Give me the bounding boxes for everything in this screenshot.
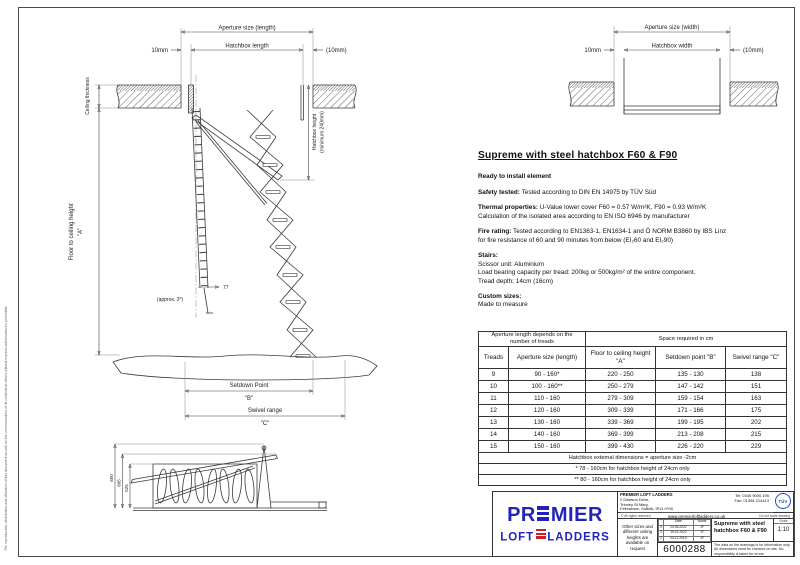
table-cell: 130 - 160 (509, 417, 586, 429)
right-margin-label: (10mm) (743, 48, 764, 54)
revision-cell: 2 (660, 535, 662, 540)
table-cell: 151 (726, 381, 787, 393)
table-cell: 215 (726, 429, 787, 441)
table-cell: 171 - 166 (656, 405, 726, 417)
title-block (492, 491, 794, 557)
scale-label: Scale (774, 519, 793, 524)
table-cell: 90 - 160* (509, 369, 586, 381)
table-cell: 369 - 399 (586, 429, 656, 441)
table-cell: 138 (726, 369, 787, 381)
revision-cell: 24.06.2022 (663, 525, 693, 531)
table-cell: 175 (726, 405, 787, 417)
folded-dim-525: 525 (124, 484, 129, 492)
col-setdown: Setdown point "B" (656, 347, 726, 369)
table-cell: 220 - 250 (586, 369, 656, 381)
height-dimensions (69, 77, 120, 355)
table-row (479, 405, 787, 417)
folded-dimensions (109, 444, 276, 508)
left-margin-label: 10mm (584, 48, 601, 54)
logo-separator-bars-icon (536, 528, 546, 541)
folded-dim-605: 605 (116, 479, 122, 487)
rights-note: © All rights reserved (621, 514, 651, 518)
stairs-label: Stairs: (478, 252, 498, 260)
group-left: Aperture length depends on the number of treads (479, 332, 586, 347)
col-swivel: Swivel range "C" (726, 347, 787, 369)
drawing-title: Supreme with steel hatchbox F60 & F90 (712, 519, 774, 541)
table-cell: 226 - 220 (656, 441, 726, 453)
floor-height-ref: "A" (78, 227, 84, 237)
aperture-width-label: Aperture size (width) (644, 25, 700, 31)
setdown-swivel-dimensions (185, 360, 345, 427)
company-address: PREMIER LOFT LADDERS 2 Dawson Drive, Trimley St Mary, Felixstowe, Suffolk, IP11 0YW (620, 492, 674, 512)
thermal-line2: Calculation of the isolated area according to EN ISO 6946 by manufacturer (478, 212, 690, 220)
fire-text: Tested according to EN1363-1, EN1634-1 and Ö NORM B3860 by IBS Linz (511, 228, 727, 236)
hatchbox (189, 85, 304, 205)
company-phone: Tel: 0345 9000 195 Fax: 01394 214413 (734, 493, 769, 503)
custom-sizes-label: Custom sizes: (478, 292, 522, 300)
tuv-logo-icon: TÜV (775, 493, 791, 509)
spec-block (478, 149, 796, 310)
group-right: Space required in cm (586, 332, 787, 347)
table-note: ** 80 - 160cm for hatchbox height of 24cm only (479, 475, 787, 486)
fire-line2: for fire resistance of 60 and 90 minutes from below (EI₂60 and EI₂90) (478, 236, 674, 244)
table-cell: 12 (479, 405, 509, 417)
margin-copyright-note: The reproduction, distribution and utilization of this document as well as the communication of its contents to others without express authorization is prohibited. (4, 305, 8, 551)
table-cell: 120 - 160 (509, 405, 586, 417)
table-cell: 279 - 309 (586, 393, 656, 405)
setdown-label: Setdown Point (229, 383, 269, 389)
stairs-line: Tread depth: 14cm (16cm) (478, 277, 554, 285)
spec-table-body (479, 369, 787, 453)
table-note: * 78 - 160cm for hatchbox height of 24cm only (479, 464, 787, 475)
table-cell: 15 (479, 441, 509, 453)
hatchbox-height-label: Hatchbox height (312, 113, 318, 151)
col-treads: Treads (479, 347, 509, 369)
logo-e-bars-icon (537, 504, 549, 522)
table-cell: 159 - 154 (656, 393, 726, 405)
elevation-drawing (25, 10, 405, 430)
hatchbox-section (624, 58, 720, 114)
table-cell: 250 - 279 (586, 381, 656, 393)
left-margin-label: 10mm (151, 48, 168, 54)
table-cell: 339 - 369 (586, 417, 656, 429)
revision-cell: JF (694, 531, 711, 537)
right-margin-label: (10mm) (326, 48, 347, 54)
table-cell: 202 (726, 417, 787, 429)
ceiling-thickness-label: Ceiling thickness (85, 77, 91, 115)
folded-unit (131, 446, 327, 511)
scissor-stair (247, 110, 316, 357)
table-note-row (479, 464, 787, 475)
table-row (479, 429, 787, 441)
floor (113, 355, 377, 380)
table-cell: 399 - 430 (586, 441, 656, 453)
revision-row (659, 536, 711, 542)
company-logo (493, 492, 618, 556)
table-cell: 14 (479, 429, 509, 441)
floor-height-label: Floor to ceiling height (69, 203, 75, 261)
hatchbox-width-label: Hatchbox width (651, 43, 693, 50)
offset-77-label: 77 (223, 285, 229, 291)
hatchbox-length-label: Hatchbox length (225, 43, 269, 50)
table-cell: 135 - 130 (656, 369, 726, 381)
revision-header: Date Name (659, 520, 711, 526)
col-aperture: Aperture size (length) (509, 347, 586, 369)
product-title: Supreme with steel hatchbox F60 & F90 (478, 150, 678, 161)
table-cell: 229 (726, 441, 787, 453)
table-cell: 13 (479, 417, 509, 429)
revision-rows (659, 520, 711, 542)
scale-value: 1:10 (777, 527, 790, 533)
fire-label: Fire rating: (478, 228, 512, 236)
ceiling-slab (569, 82, 778, 106)
stairs-line: Scissor unit: Aluminium (478, 260, 545, 268)
ready-to-install: Ready to install element (478, 173, 552, 181)
table-note-row (479, 453, 787, 464)
angle-label: (approx. 3°) (156, 297, 184, 303)
swivel-label: Swivel range (247, 408, 283, 414)
disclaimer: The data on the drawings is for information only. All dimensions must be checked on site. No responsibility is taken for errors. (714, 543, 791, 556)
safety-text: Tested according to DIN EN 14975 by TÜV Süd (519, 188, 657, 196)
dimension-table (478, 331, 787, 486)
width-section-drawing (552, 12, 792, 117)
revision-cell: 19.01.2022 (663, 531, 693, 537)
table-cell: 11 (479, 393, 509, 405)
custom-sizes-text: Made to measure (478, 301, 528, 309)
table-cell: 10 (479, 381, 509, 393)
table-cell: 100 - 160** (509, 381, 586, 393)
table-note-row (479, 475, 787, 486)
table-cell: 147 - 142 (656, 381, 726, 393)
swivel-ref: "C" (260, 421, 270, 427)
aperture-length-label: Aperture size (length) (218, 25, 276, 32)
no-scale-note: Do not scale drawing (759, 514, 790, 518)
thermal-label: Thermal properties: (478, 204, 539, 212)
revision-cell: 3 (660, 530, 662, 535)
table-cell: 110 - 160 (509, 393, 586, 405)
thermal-text: U-Value lower cover F60 = 0.57 W/m²K, F90 = 0.93 W/m²K (538, 204, 707, 212)
revision-cell: JF (694, 525, 711, 531)
folded-dim-650: 650 (109, 474, 114, 482)
width-dimensions (584, 25, 763, 82)
table-cell: 9 (479, 369, 509, 381)
table-note: Hatchbox external dimensions = aperture size -2cm (479, 453, 787, 464)
hatchbox-height-min: (minimum 240mm) (319, 111, 326, 153)
table-cell: 213 - 208 (656, 429, 726, 441)
logo-loft-ladders: LOFT LADDERS (500, 528, 610, 544)
col-floor-height: Floor to ceiling height "A" (586, 347, 656, 369)
revision-table (658, 519, 711, 542)
table-cell: 163 (726, 393, 787, 405)
other-sizes-note: Other sizes and different ceiling heights are available on request (618, 519, 658, 556)
scale-cell (774, 519, 793, 541)
table-group-header (479, 332, 787, 347)
table-row (479, 393, 787, 405)
table-column-header (479, 347, 787, 369)
length-dimensions (151, 26, 346, 86)
table-row (479, 441, 787, 453)
revision-cell: 04.11.2019 (663, 536, 693, 542)
table-row (479, 369, 787, 381)
revision-cell: JF (694, 536, 711, 542)
table-cell: 140 - 160 (509, 429, 586, 441)
logo-premier: PR MIER (507, 504, 603, 527)
stairs-line: Load bearing capacity per tread: 200kg or 500kg/m² of the entire component. (478, 269, 696, 277)
setdown-ref: "B" (244, 396, 254, 402)
table-cell: 309 - 339 (586, 405, 656, 417)
table-cell: 150 - 160 (509, 441, 586, 453)
safety-label: Safety tested: (478, 188, 520, 196)
drawing-number: 6000288 (658, 542, 711, 556)
folded-ladder-drawing (105, 438, 345, 520)
table-cell: 199 - 195 (656, 417, 726, 429)
company-website-link[interactable]: www.premierloftladders.co.uk (620, 512, 773, 519)
table-row (479, 381, 787, 393)
ceiling-slab (117, 85, 356, 108)
revision-cell: 4 (660, 524, 662, 529)
table-row (479, 417, 787, 429)
